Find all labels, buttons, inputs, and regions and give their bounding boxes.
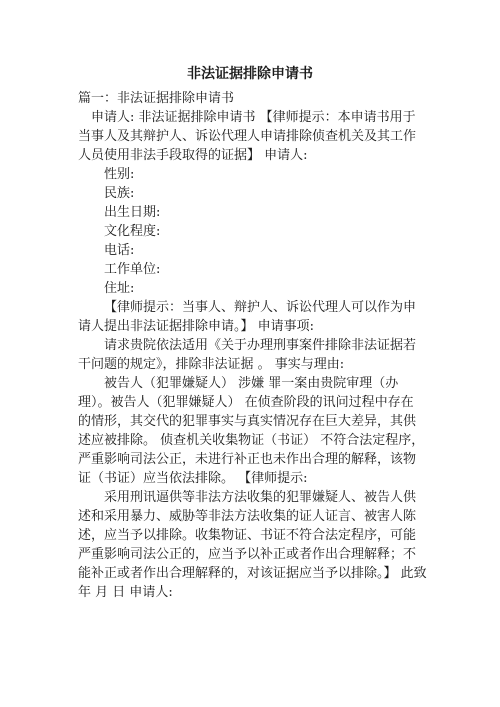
field-workplace: 工作单位: xyxy=(104,262,161,277)
facts-paragraph: 被告人（犯罪嫌疑人） 涉嫌 罪一案由贵院审理（办理）。被告人（犯罪嫌疑人） 在侦查阶段的讯问过程中存在 的情形，其交代的犯罪事实与真实情况存在巨大差异，其供述应被排除。 侦查机关收集物证（书证） 不符合法定程序，严重影响司法公正，未进行补正也未作出合理的解释，该物证（书证）应当依法排除。 【律师提示: xyxy=(78,376,425,486)
request-paragraph: 请求贵院依法适用《关于办理刑事案件排除非法证据若干问题的规定》，排除非法证据 。 事实与理由: xyxy=(78,338,417,372)
field-ethnicity: 民族: xyxy=(104,186,135,201)
intro-paragraph: 申请人: 非法证据排除申请书 【律师提示：本申请书用于当事人及其辩护人、诉讼代理人申请排除侦查机关及其工作人员使用非法手段取得的证据】 申请人: xyxy=(78,110,417,163)
document-body xyxy=(78,89,428,602)
field-birthdate: 出生日期: xyxy=(104,205,161,220)
field-education: 文化程度: xyxy=(104,224,161,239)
lawyer-tip-applicant: 【律师提示：当事人、辩护人、诉讼代理人可以作为申请人提出非法证据排除申请。】 申请事项: xyxy=(78,300,417,334)
document-title: 非法证据排除申请书 xyxy=(187,66,313,82)
field-phone: 电话: xyxy=(104,243,135,258)
field-address: 住址: xyxy=(104,281,135,296)
chapter-heading: 篇一：非法证据排除申请书 xyxy=(78,91,235,106)
lawyer-tip-exclusion: 采用刑讯逼供等非法方法收集的犯罪嫌疑人、被告人供述和采用暴力、威胁等非法方法收集的证人证言、被害人陈述，应当予以排除。收集物证、书证不符合法定程序，可能严重影响司法公正的，应当予以补正或者作出合理解释；不能补正或者作出合理解释的，对该证据应当予以排除。】 此致 年 月 日 申请人: xyxy=(78,490,427,600)
field-gender: 性别: xyxy=(104,167,135,182)
